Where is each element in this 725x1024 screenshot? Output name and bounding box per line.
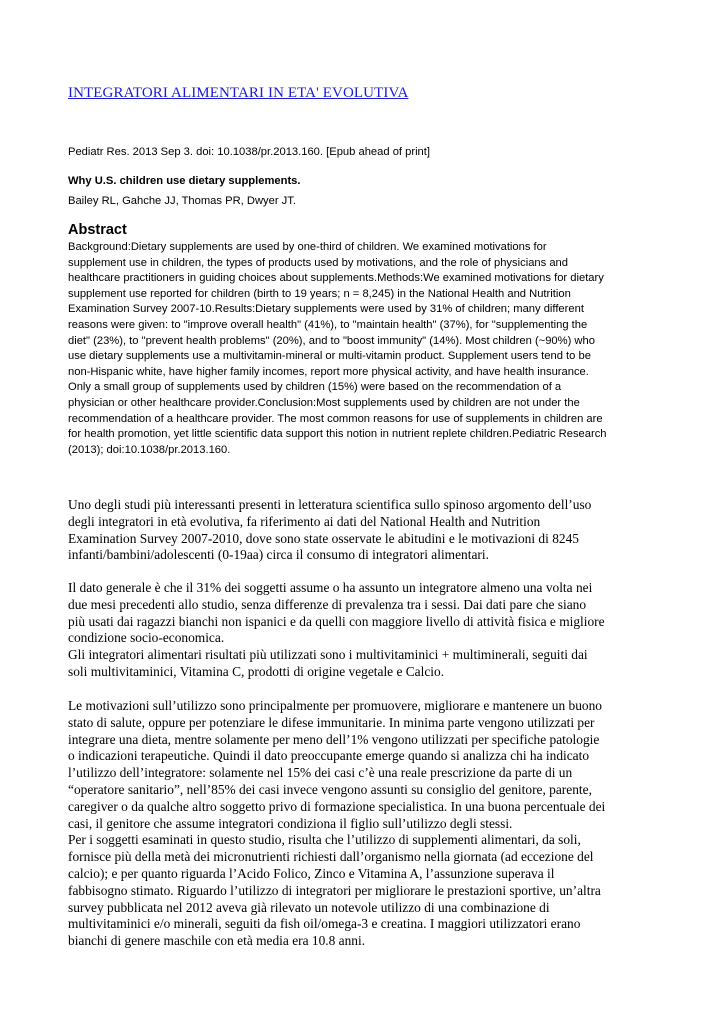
paragraph-3: Le motivazioni sull’utilizzo sono principalmente per promuovere, migliorare e mantenere un buono stato di salute, oppure per potenziare le difese immunitarie. In minima parte vengono utilizzati per integrare una dieta, mentre solamente per meno dell’1% vengono utilizzati per specifiche patologie o indicazioni terapeutiche. Quindi il dato preoccupante emerge quando si analizza chi ha indicato l’utilizzo dell’integratore: solamente nel 15% dei casi c’è una reale prescrizione da parte di un “operatore sanitario”, nell’85% dei casi invece vengono assunti su consiglio del genitore, parente, caregiver o da qualche altro soggetto privo di formazione specialistica. In una buona percentuale dei casi, il genitore che assume integratori condiziona il figlio sull’utilizzo degli stessi. Per i soggetti esaminati in questo studio, risulta che l’utilizzo di supplementi alimentari, da soli, fornisce più della metà dei micronutrienti richiesti dall’organismo nella giornata (ad eccezione del calcio); e per quanto riguarda l’Acido Folico, Zinco e Vitamina A, l’assunzione superava il fabbisogno stimato. Riguardo l’utilizzo di integratori per migliorare le prestazioni sportive, un’altra survey pubblicata nel 2012 aveva già rilevato un notevole utilizzo di una combinazione di multivitaminici e/o minerali, seguiti da fish oil/omega-3 e creatina. I maggiori utilizzatori erano bianchi di genere maschile con età media era 10.8 anni. bbox=[68, 698, 606, 949]
document-title-link[interactable]: INTEGRATORI ALIMENTARI IN ETA' EVOLUTIVA bbox=[68, 85, 409, 101]
abstract-heading: Abstract bbox=[68, 222, 127, 238]
article-title: Why U.S. children use dietary supplements. bbox=[68, 175, 301, 187]
authors: Bailey RL, Gahche JJ, Thomas PR, Dwyer JT. bbox=[68, 195, 296, 207]
paragraph-1: Uno degli studi più interessanti presenti in letteratura scientifica sullo spinoso argomento dell’uso degli integratori in età evolutiva, fa riferimento ai dati del National Health and Nutrition Examination Survey 2007-2010, dove sono state osservate le abitudini e le motivazioni di 8245 infanti/bambini/adolescenti (0-19aa) circa il consumo di integratori alimentari. bbox=[68, 497, 592, 563]
paragraph-2: Il dato generale è che il 31% dei soggetti assume o ha assunto un integratore almeno una volta nei due mesi precedenti allo studio, senza differenze di prevalenza tra i sessi. Dai dati pare che siano più usati dai ragazzi bianchi non ispanici e da quelli con maggiore livello di attività fisica e migliore condizione socio-economica. Gli integratori alimentari risultati più utilizzati sono i multivitaminici + multiminerali, seguiti dai soli multivitaminici, Vitamina C, prodotti di origine vegetale e Calcio. bbox=[68, 580, 605, 679]
citation: Pediatr Res. 2013 Sep 3. doi: 10.1038/pr.2013.160. [Epub ahead of print] bbox=[68, 146, 430, 158]
abstract-body: Background:Dietary supplements are used by one-third of children. We examined motivations for supplement use in children, the types of products used by motivations, and the role of physicians and healthcare practitioners in guiding choices about supplements.Methods:We examined motivations for dietary supplement use reported for children (birth to 19 years; n = 8,245) in the National Health and Nutrition Examination Survey 2007-10.Results:Dietary supplements were used by 31% of children; many different reasons were given: to "improve overall health" (41%), to "maintain health" (37%), for "supplementing the diet" (23%), to "prevent health problems" (20%), and to "boost immunity" (14%). Most children (~90%) who use dietary supplements use a multivitamin-mineral or multi-vitamin product. Supplement users tend to be non-Hispanic white, have higher family incomes, report more physical activity, and have health insurance. Only a small group of supplements used by children (15%) were based on the recommendation of a physician or other healthcare provider.Conclusion:Most supplements used by children are not under the recommendation of a healthcare provider. The most common reasons for use of supplements in children are for health promotion, yet little scientific data support this notion in nutrient replete children.Pediatric Research (2013); doi:10.1038/pr.2013.160. bbox=[68, 241, 607, 456]
